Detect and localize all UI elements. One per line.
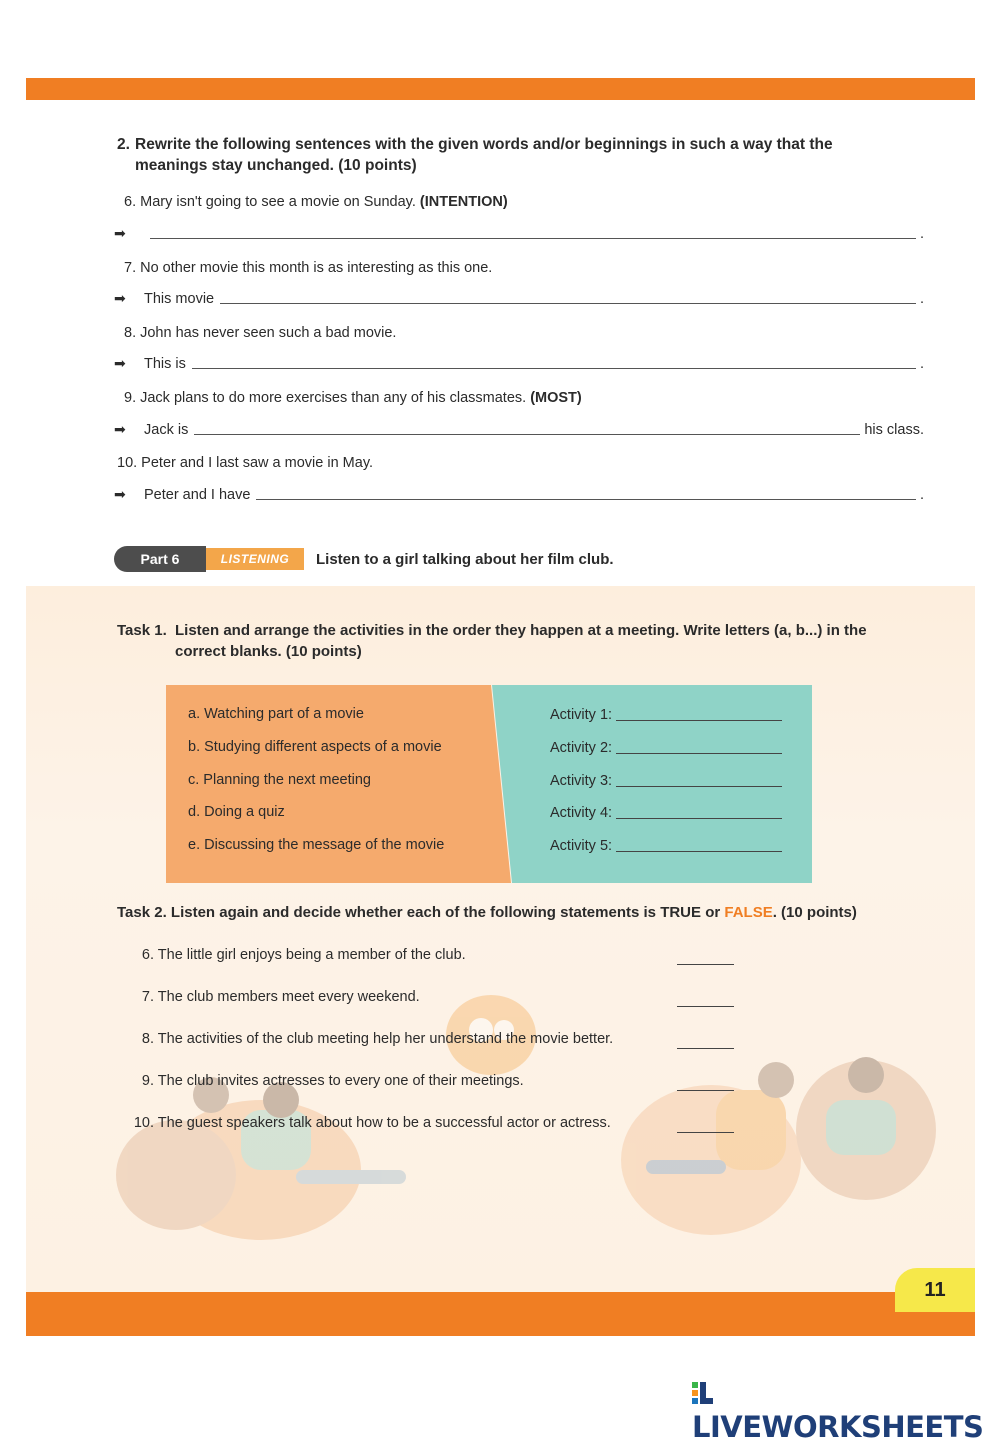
answer-input-10[interactable] — [256, 485, 916, 500]
question-text: 8. John has never seen such a bad movie. — [124, 325, 397, 341]
slot-label: Activity 5: — [550, 838, 613, 854]
slot-input-3[interactable] — [616, 772, 782, 787]
section-instruction: Rewrite the following sentences with the given words and/or beginnings in such a way that the meanings stay unchanged. (10 points) — [135, 136, 833, 174]
arrow-right-icon: ➡ — [114, 290, 126, 306]
answer-input-7[interactable] — [220, 289, 916, 304]
slot-label: Activity 2: — [550, 740, 613, 756]
statement-text: The little girl enjoys being a member of the club. — [157, 947, 466, 963]
answer-input-8[interactable] — [192, 354, 916, 369]
answer-blank-8[interactable] — [677, 1047, 734, 1049]
slot-label: Activity 4: — [550, 805, 613, 821]
statement-text: The club members meet every weekend. — [157, 989, 420, 1005]
answer-row-6 — [114, 222, 924, 242]
answer-prefix: This is — [144, 356, 186, 372]
question-6 — [124, 194, 508, 210]
statement-number: 8. — [141, 1031, 154, 1047]
page-number: 11 — [895, 1268, 975, 1312]
arrow-right-icon: ➡ — [114, 225, 126, 241]
question-10 — [117, 455, 373, 471]
slot-input-1[interactable] — [616, 706, 782, 721]
activity-slot-5 — [550, 837, 782, 854]
statement-text: The activities of the club meeting help her understand the movie better. — [157, 1031, 614, 1047]
statement-6 — [124, 947, 664, 963]
slot-label: Activity 3: — [550, 773, 613, 789]
activity-item: d. Doing a quiz — [188, 804, 285, 820]
answer-suffix: his class. — [864, 422, 924, 438]
activity-item: e. Discussing the message of the movie — [188, 837, 445, 853]
listening-tag: LISTENING — [206, 548, 304, 570]
answer-prefix: This movie — [144, 291, 215, 307]
question-8 — [124, 325, 396, 341]
activity-item: b. Studying different aspects of a movie — [188, 739, 442, 755]
activity-slot-4 — [550, 804, 782, 821]
answer-blank-6[interactable] — [677, 963, 734, 965]
false-word: FALSE — [724, 904, 773, 921]
answer-row-7 — [114, 287, 924, 307]
statement-text: The guest speakers talk about how to be a successful actor or actress. — [157, 1115, 611, 1131]
slot-input-4[interactable] — [616, 804, 782, 819]
activity-item: a. Watching part of a movie — [188, 706, 364, 722]
brand-text: LIVEWORKSHEETS — [692, 1410, 984, 1444]
activity-slot-1 — [550, 706, 782, 723]
task-1-instruction — [117, 620, 917, 662]
part-6-badge — [114, 546, 304, 572]
statement-number: 7. — [141, 989, 154, 1005]
task-2-instruction — [117, 904, 857, 921]
arrow-right-icon: ➡ — [114, 355, 126, 371]
answer-suffix: . — [919, 356, 924, 372]
question-keyword: (INTENTION) — [419, 194, 508, 210]
arrow-right-icon: ➡ — [114, 486, 126, 502]
answer-suffix: . — [919, 487, 924, 503]
statement-number: 10. — [133, 1115, 154, 1131]
slot-label: Activity 1: — [550, 707, 613, 723]
activity-slot-2 — [550, 739, 782, 756]
statement-8 — [124, 1031, 664, 1047]
task-2-lead: Task 2. Listen again and decide whether each of the following statements is — [117, 904, 657, 921]
answer-input-6[interactable] — [150, 224, 916, 239]
answer-row-8 — [114, 352, 924, 372]
question-7 — [124, 260, 492, 276]
top-orange-bar — [26, 78, 975, 100]
part-6-description: Listen to a girl talking about her film club. — [316, 551, 614, 568]
true-word: TRUE — [660, 904, 702, 921]
answer-blank-10[interactable] — [677, 1131, 734, 1133]
slot-input-2[interactable] — [616, 739, 782, 754]
statement-number: 6. — [141, 947, 154, 963]
question-9 — [124, 390, 582, 406]
bottom-orange-bar — [26, 1292, 975, 1336]
statement-9 — [124, 1073, 664, 1089]
liveworksheets-logo — [692, 1376, 1000, 1444]
answer-suffix: . — [919, 226, 924, 242]
answer-prefix: Peter and I have — [144, 487, 251, 503]
or-word: or — [705, 904, 721, 921]
question-text: 6. Mary isn't going to see a movie on Sunday. — [124, 194, 416, 210]
statement-text: The club invites actresses to every one of their meetings. — [157, 1073, 524, 1089]
section-2-title — [117, 134, 907, 176]
answer-row-9 — [114, 418, 924, 438]
section-number: 2. — [117, 136, 130, 153]
arrow-right-icon: ➡ — [114, 421, 126, 437]
answer-prefix: Jack is — [144, 422, 189, 438]
answer-row-10 — [114, 483, 924, 503]
activity-slot-3 — [550, 772, 782, 789]
question-text: 9. Jack plans to do more exercises than any of his classmates. — [124, 390, 527, 406]
statement-number: 9. — [141, 1073, 154, 1089]
statement-10 — [124, 1115, 664, 1131]
answer-suffix: . — [919, 291, 924, 307]
slot-input-5[interactable] — [616, 837, 782, 852]
question-text: 7. No other movie this month is as interesting as this one. — [124, 260, 493, 276]
task-2-points: . (10 points) — [772, 904, 857, 921]
task-label: Task 1. — [117, 622, 167, 639]
liveworksheets-logo-icon — [692, 1380, 714, 1406]
part-label: Part 6 — [114, 546, 206, 572]
task-text: Listen and arrange the activities in the order they happen at a meeting. Write letters (a, b...) in the correct blanks. (10 points) — [175, 622, 867, 660]
answer-blank-7[interactable] — [677, 1005, 734, 1007]
question-text: 10. Peter and I last saw a movie in May. — [117, 455, 374, 471]
statement-7 — [124, 989, 664, 1005]
answer-blank-9[interactable] — [677, 1089, 734, 1091]
activity-item: c. Planning the next meeting — [188, 772, 371, 788]
question-keyword: (MOST) — [530, 390, 582, 406]
answer-input-9[interactable] — [194, 420, 860, 435]
